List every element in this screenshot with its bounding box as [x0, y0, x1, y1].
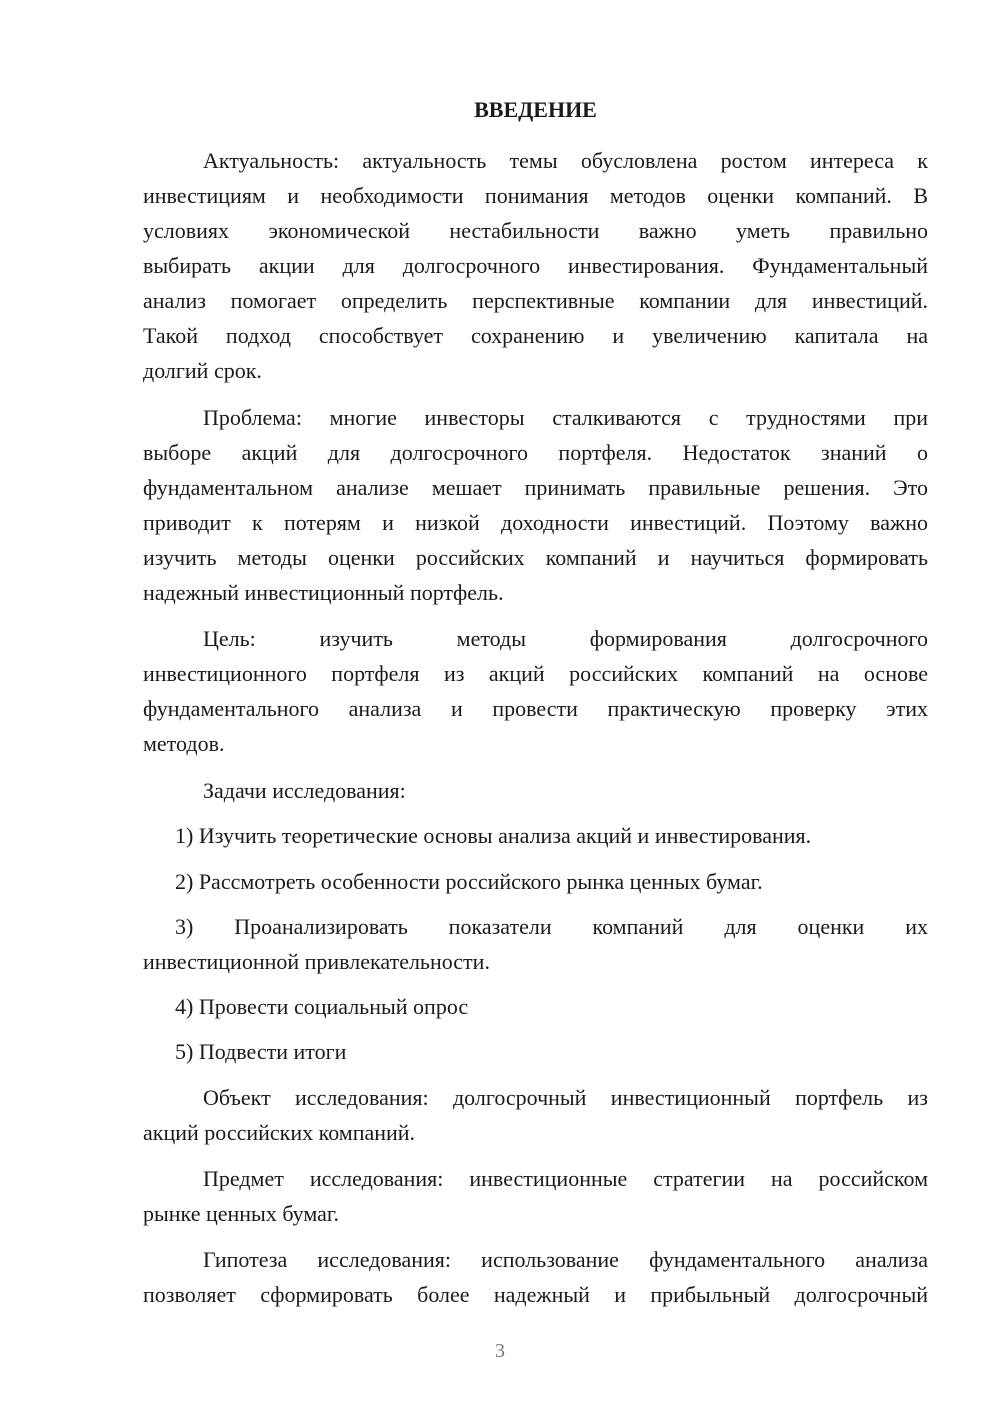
paragraph-line: Такой подход способствует сохранению и увеличению капитала на	[143, 323, 928, 348]
paragraph-line: анализ помогает определить перспективные компании для инвестиций.	[143, 288, 928, 313]
task-text: 2) Рассмотреть особенности российского рынка ценных бумаг.	[175, 869, 763, 894]
paragraph-line: инвестиционного портфеля из акций российских компаний на основе	[143, 661, 928, 686]
page-number: 3	[495, 1340, 505, 1362]
paragraph-line: акций российских компаний.	[143, 1120, 416, 1145]
paragraph-line: Предмет исследования: инвестиционные стратегии на российском	[203, 1166, 928, 1191]
paragraph-line: инвестициям и необходимости понимания методов оценки компаний. В	[143, 183, 928, 208]
paragraph-line: Гипотеза исследования: использование фундаментального анализа	[203, 1247, 928, 1272]
paragraph-line: Актуальность: актуальность темы обусловлена ростом интереса к	[203, 148, 928, 173]
paragraph-line: Проблема: многие инвесторы сталкиваются с трудностями при	[203, 405, 928, 430]
task-item	[143, 1034, 928, 1069]
tasks-title	[143, 773, 928, 808]
paragraph-line: выбирать акции для долгосрочного инвестирования. Фундаментальный	[143, 253, 928, 278]
paragraph-line: Цель: изучить методы формирования долгосрочного	[203, 626, 928, 651]
paragraph-line: долгий срок.	[143, 358, 262, 383]
task-text: 1) Изучить теоретические основы анализа акций и инвестирования.	[175, 823, 812, 848]
task-text: инвестиционной привлекательности.	[143, 949, 490, 974]
relevance-paragraph	[143, 143, 928, 388]
paragraph-line: надежный инвестиционный портфель.	[143, 580, 504, 605]
paragraph-line: Задачи исследования:	[203, 778, 406, 803]
paragraph-line: фундаментального анализа и провести практическую проверку этих	[143, 696, 928, 721]
subject-paragraph	[143, 1161, 928, 1231]
task-item	[143, 989, 928, 1024]
paragraph-line: выборе акций для долгосрочного портфеля. Недостаток знаний о	[143, 440, 928, 465]
goal-paragraph	[143, 621, 928, 761]
paragraph-line: позволяет сформировать более надежный и прибыльный долгосрочный	[143, 1282, 928, 1307]
paragraph-line: методов.	[143, 731, 225, 756]
paragraph-line: рынке ценных бумаг.	[143, 1201, 339, 1226]
paragraph-line: условиях экономической нестабильности важно уметь правильно	[143, 218, 928, 243]
task-item	[143, 818, 928, 853]
hypothesis-paragraph	[143, 1242, 928, 1312]
task-text: 4) Провести социальный опрос	[175, 994, 469, 1019]
task-item	[143, 909, 928, 979]
task-text: 3) Проанализировать показатели компаний для оценки их	[175, 914, 928, 939]
paragraph-line: приводит к потерям и низкой доходности инвестиций. Поэтому важно	[143, 510, 928, 535]
paragraph-line: изучить методы оценки российских компаний и научиться формировать	[143, 545, 928, 570]
paragraph-line: Объект исследования: долгосрочный инвестиционный портфель из	[203, 1085, 928, 1110]
task-text: 5) Подвести итоги	[175, 1039, 347, 1064]
paragraph-line: фундаментальном анализе мешает принимать правильные решения. Это	[143, 475, 928, 500]
problem-paragraph	[143, 400, 928, 610]
task-item	[143, 864, 928, 899]
object-paragraph	[143, 1080, 928, 1150]
page-title: ВВЕДЕНИЕ	[474, 97, 597, 122]
